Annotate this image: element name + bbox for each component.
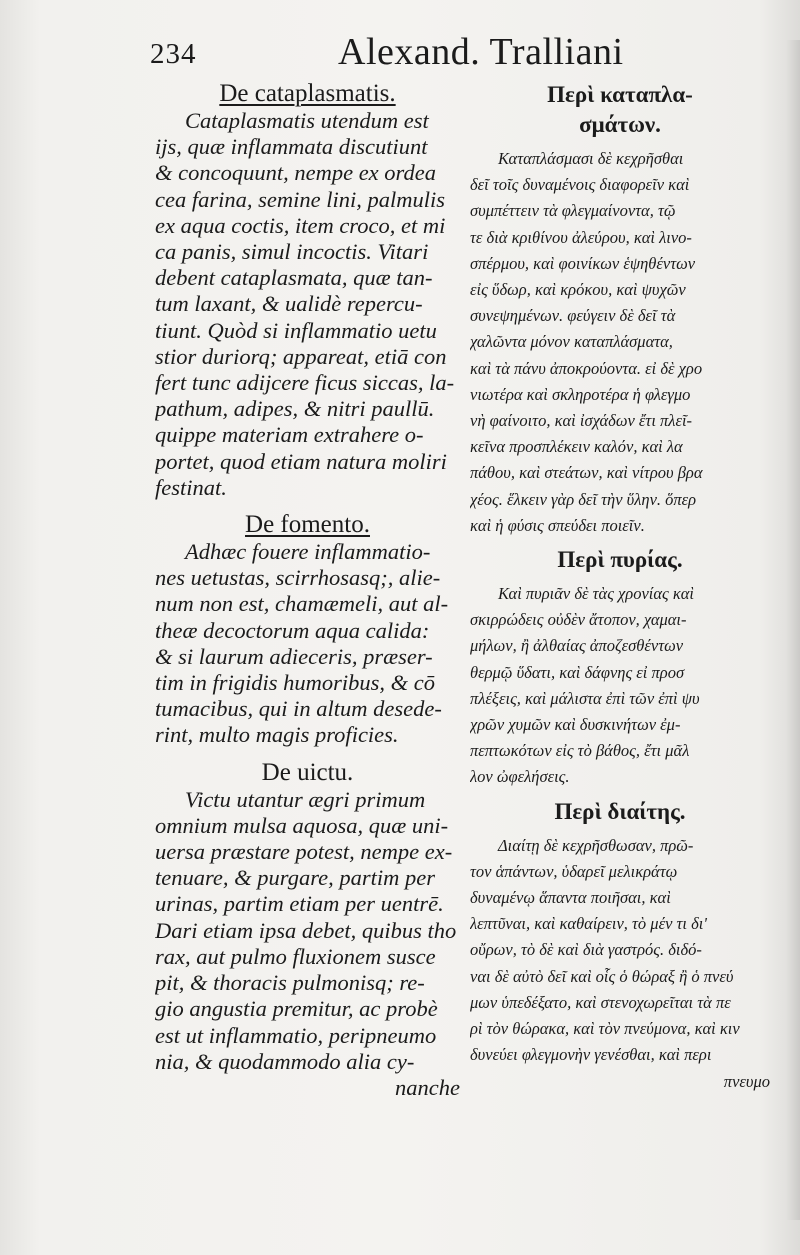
text-line: stior duriorq; appareat, etiā con: [155, 343, 447, 369]
greek-section-kataplasmata: [470, 146, 770, 539]
text-line: συνεψημένων. φεύγειν δὲ δεῖ τὰ: [470, 306, 676, 326]
text-line: ca panis, simul incoctis. Vitari: [155, 239, 429, 265]
greek-section-pyrias: [470, 581, 770, 791]
text-line: num non est, chamæmeli, aut al-: [155, 591, 449, 617]
text-line: nia, & quodammodo alia cy-: [155, 1048, 415, 1074]
text-line: συμπέττειν τὰ φλεγμαίνοντα, τῷ: [470, 201, 676, 221]
page-number: 234: [150, 38, 197, 70]
text-line: Victu utantur ægri primum: [185, 786, 426, 812]
text-line: πλέξεις, καὶ μάλιστα ἐπὶ τῶν ἐπὶ ψυ: [470, 688, 700, 708]
text-line: tim in frigidis humoribus, & cō: [155, 670, 436, 696]
text-line: λεπτῦναι, καὶ καθαίρειν, τὸ μέν τι δι': [470, 914, 707, 934]
text-line: ex aqua coctis, item croco, et mi: [155, 212, 446, 238]
text-line: Cataplasmatis utendum est: [185, 108, 429, 133]
text-line: πάθου, καὶ στεάτων, καὶ νίτρου βρα: [470, 463, 703, 483]
text-line: uersa præstare potest, nempe ex-: [155, 839, 453, 865]
greek-heading-pyrias: Περὶ πυρίας.: [557, 547, 683, 573]
text-line: Καταπλάσμασι δὲ κεχρῆσθαι: [498, 149, 684, 168]
text-line: δεῖ τοῖς δυναμένοις διαφορεῖν καὶ: [470, 175, 690, 195]
text-line: rint, multo magis proficies.: [155, 722, 399, 748]
text-line: gio angustia premitur, ac probè: [155, 996, 438, 1022]
text-line: τε διὰ κριθίνου ἀλεύρου, καὶ λινο-: [470, 227, 692, 247]
section-heading-de-cataplasmatis: De cataplasmatis.: [219, 80, 396, 107]
text-line: μήλων, ἢ ἀλθαίας ἀποζεσθέντων: [470, 636, 684, 656]
text-line: Διαίτῃ δὲ κεχρῆσθωσαν, πρῶ-: [498, 835, 694, 855]
running-title: Alexand. Tralliani: [338, 31, 624, 73]
text-line: quippe materiam extrahere o-: [155, 422, 424, 448]
greek-heading-kataplasmata-cont: σμάτων.: [579, 112, 661, 137]
text-line: fert tunc adijcere ficus siccas, la-: [155, 370, 455, 396]
text-line: nes uetustas, scirrhosasq;, alie-: [155, 565, 441, 591]
text-line: Adhæc fouere inflammatio-: [185, 539, 431, 565]
text-line: λον ὠφελήσεις.: [470, 767, 570, 787]
catchword: nanche: [395, 1074, 460, 1100]
text-line: κεῖνα προσπλέκειν καλόν, καὶ λα: [470, 437, 683, 457]
text-line: οὔρων, τὸ δὲ καὶ διὰ γαστρός. διδό-: [470, 940, 702, 960]
text-line: est ut inflammatio, peripneumo: [155, 1022, 437, 1048]
greek-section-diaites: [470, 833, 770, 1095]
text-line: σκιρρώδεις οὐδὲν ἄτοπον, χαμαι-: [470, 610, 687, 630]
text-line: τον ἁπάντων, ὑδαρεῖ μελικράτῳ: [470, 861, 678, 881]
greek-column: [470, 80, 770, 1095]
text-line: χέος. ἕλκειν γὰρ δεῖ τὴν ὕλην. ὅπερ: [470, 489, 697, 509]
text-line: tumacibus, qui in altum desede-: [155, 696, 442, 722]
text-line: χρῶν χυμῶν καὶ δυσκινήτων ἐμ-: [470, 715, 681, 735]
text-line: δυνεύει φλεγμονὴν γενέσθαι, καὶ περι: [470, 1045, 712, 1065]
latin-section-cataplasmatis: [155, 108, 460, 501]
greek-heading-diaites: Περὶ διαίτης.: [554, 798, 686, 824]
text-line: tiunt. Quòd si inflammatio uetu: [155, 317, 437, 343]
text-line: & concoquunt, nempe ex ordea: [155, 160, 436, 186]
text-line: portet, quod etiam natura moliri: [155, 448, 447, 474]
page-edge-shadow: [786, 40, 800, 1220]
text-line: urinas, partim etiam per uentrē.: [155, 891, 444, 917]
text-line: χαλῶντα μόνον καταπλάσματα,: [470, 332, 673, 352]
catchword: πνευμο: [723, 1071, 770, 1091]
text-line: νιωτέρα καὶ σκληροτέρα ἡ φλεγμο: [470, 384, 691, 404]
section-heading-de-fomento: De fomento.: [245, 511, 370, 539]
latin-section-uictu: [155, 787, 460, 1101]
text-line: tenuare, & purgare, partim per: [155, 865, 435, 891]
text-line: omnium mulsa aquosa, quæ uni-: [155, 812, 449, 838]
text-line: σπέρμου, καὶ φοινίκων ἑψηθέντων: [470, 253, 696, 273]
text-line: θερμῷ ὕδατι, καὶ δάφνης εἰ προσ: [470, 662, 685, 682]
latin-section-fomento: [155, 539, 460, 749]
text-line: debent cataplasmata, quæ tan-: [155, 265, 433, 291]
text-line: ρὶ τὸν θώρακα, καὶ τὸν πνεύμονα, καὶ κιν: [470, 1019, 740, 1039]
text-line: pathum, adipes, & nitri paullū.: [155, 396, 435, 422]
text-line: πεπτωκότων εἰς τὸ βάθος, ἔτι μᾶλ: [470, 741, 690, 761]
text-line: theæ decoctorum aqua calida:: [155, 617, 430, 643]
text-line: festinat.: [155, 474, 227, 500]
text-line: εἰς ὕδωρ, καὶ κρόκου, καὶ ψυχῶν: [470, 280, 686, 300]
text-line: pit, & thoracis pulmonisq; re-: [155, 970, 425, 996]
text-line: καὶ τὰ πάνυ ἀποκρούοντα. εἰ δὲ χρο: [470, 358, 703, 378]
text-line: δυναμένῳ ἅπαντα ποιῆσαι, καὶ: [470, 888, 671, 908]
greek-heading-kataplasmata: Περὶ καταπλα-: [547, 82, 693, 107]
text-line: ijs, quæ inflammata discutiunt: [155, 134, 428, 160]
text-line: tum laxant, & ualidè repercu-: [155, 291, 423, 317]
page-header: [150, 30, 770, 76]
text-line: Dari etiam ipsa debet, quibus tho: [155, 917, 457, 943]
section-heading-de-uictu: De uictu.: [261, 758, 354, 786]
latin-column: [155, 80, 460, 1101]
text-line: καὶ ἡ φύσις σπεύδει ποιεῖν.: [470, 515, 645, 535]
text-line: & si laurum adieceris, præser-: [155, 643, 433, 669]
text-line: rax, aut pulmo fluxionem susce: [155, 943, 436, 969]
text-line: νὴ φαίνοιτο, καὶ ἰσχάδων ἔτι πλεῖ-: [470, 411, 693, 431]
text-line: cea farina, semine lini, palmulis: [155, 186, 445, 212]
text-line: Καὶ πυριᾶν δὲ τὰς χρονίας καὶ: [498, 584, 695, 604]
text-line: ναι δὲ αὐτὸ δεῖ καὶ οἷς ὁ θώραξ ἢ ὁ πνεύ: [470, 966, 734, 986]
text-line: μων ὑπεδέξατο, καὶ στενοχωρεῖται τὰ πε: [470, 992, 731, 1012]
